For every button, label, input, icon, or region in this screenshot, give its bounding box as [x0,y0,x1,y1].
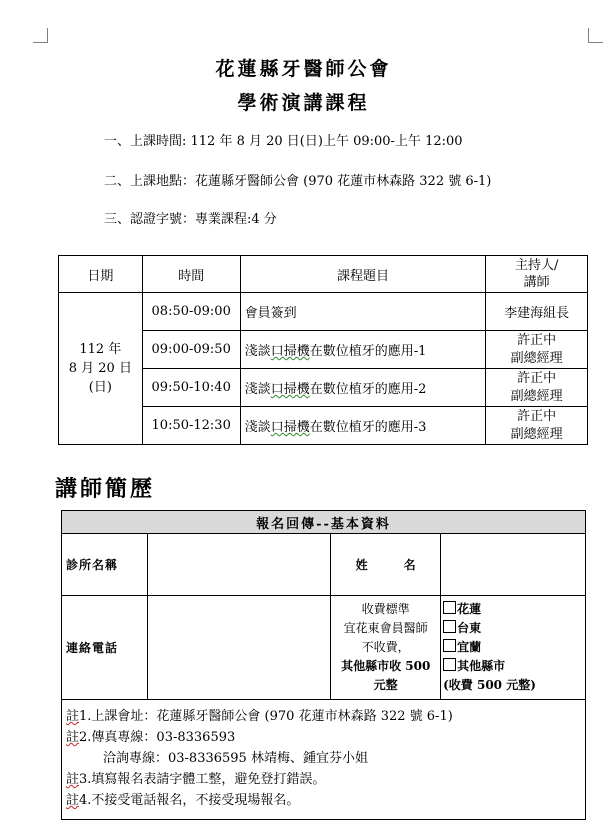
host-cell [486,369,588,407]
note-mark: 註 [66,793,80,808]
checkbox-icon[interactable] [443,639,456,652]
topic-spellcheck: 口掃機 [270,420,310,435]
topic-cell [240,407,486,445]
checkbox-icon[interactable] [443,620,456,633]
form-title: 報名回傳--基本資料 [62,511,586,534]
page-corner-mark-top-right [588,28,603,43]
note-1 [66,706,581,727]
time-cell: 09:00-09:50 [142,331,240,369]
topic-post: 在數位植牙的應用-2 [309,382,427,397]
fee-line1: 收費標準 [361,602,410,616]
county-options [441,596,586,700]
topic-pre: 淺談 [244,382,271,397]
fee-standard [331,596,441,700]
schedule-header-row [59,256,588,293]
col-host-line1: 主持人/ [514,258,559,273]
option-other[interactable] [443,657,583,676]
host-name: 許正中 [517,408,557,424]
option-yilan[interactable] [443,638,583,657]
topic-post: 在數位植牙的應用-3 [309,420,427,435]
note-text: 1.上課會址：花蓮縣牙醫師公會 (970 花蓮市林森路 322 號 6-1) [79,709,453,724]
host-title: 副總經理 [510,426,563,442]
note-mark: 註 [66,709,80,724]
topic-cell [240,331,486,369]
time-cell: 08:50-09:00 [142,293,240,331]
note-mark: 註 [66,730,80,745]
date-line1: 112 年 [79,342,122,357]
registration-form [61,510,586,820]
clinic-label: 診所名稱 [62,534,148,596]
date-line2: 8 月 20 日 [68,361,132,376]
name-label: 姓 名 [331,534,441,596]
notes-cell [62,700,586,820]
note-4 [66,790,581,811]
note-text: 3.填寫報名表請字體工整，避免登打錯誤。 [79,772,326,787]
note-text: 4.不接受電話報名，不接受現場報名。 [79,793,300,808]
host-cell [486,331,588,369]
option-label: 花蓮 [457,602,482,616]
topic-cell [240,369,486,407]
note-3 [66,769,581,790]
name-input[interactable] [441,534,586,596]
time-cell: 10:50-12:30 [142,407,240,445]
date-cell [59,293,143,445]
fee-line5: 元整 [373,678,398,692]
host-title: 副總經理 [510,350,563,366]
col-time: 時間 [142,256,240,293]
clinic-input[interactable] [147,534,330,596]
option-label: 宜蘭 [457,640,482,654]
host-name: 許正中 [517,332,557,348]
option-fee-note: (收費 500 元整) [443,678,536,692]
doc-title: 花蓮縣牙醫師公會 [215,58,392,80]
info-time: 一、上課時間: 112 年 8 月 20 日(日)上午 09:00-上午 12:00 [104,134,463,149]
topic-spellcheck: 口掃機 [270,344,310,359]
host-name: 許正中 [517,370,557,386]
option-label: 台東 [457,621,482,635]
section-heading: 講師簡歷 [55,476,156,502]
phone-label: 連絡電話 [62,596,148,700]
fee-line2: 宜花東會員醫師 [343,621,428,635]
host-cell: 李建海組長 [486,293,588,331]
topic-spellcheck: 口掃機 [270,382,310,397]
host-cell [486,407,588,445]
note-text: 2.傳真專線：03-8336593 [79,730,236,745]
col-host [486,256,588,293]
info-credit: 三、認證字號：專業課程:4 分 [104,212,277,227]
fee-line4: 其他縣市收 500 [341,659,431,673]
note-2 [66,727,581,748]
doc-subtitle: 學術演講課程 [237,92,370,114]
checkbox-icon[interactable] [443,601,456,614]
schedule-table [58,255,588,445]
phone-input[interactable] [147,596,330,700]
col-host-line2: 講師 [523,275,550,290]
page-corner-mark-top-left [33,28,48,43]
host-title: 副總經理 [510,388,563,404]
topic-pre: 淺談 [244,344,271,359]
topic-pre: 淺談 [244,420,271,435]
option-label: 其他縣市 [457,659,506,673]
col-date: 日期 [59,256,143,293]
note-mark: 註 [66,772,80,787]
checkbox-icon[interactable] [443,658,456,671]
note-2-contact: 洽詢專線：03-8336595 林靖梅、鍾宜芬小姐 [103,751,368,766]
option-hualien[interactable] [443,600,583,619]
info-location: 二、上課地點：花蓮縣牙醫師公會 (970 花蓮市林森路 322 號 6-1) [104,174,492,189]
option-taitung[interactable] [443,619,583,638]
topic-post: 在數位植牙的應用-1 [309,344,427,359]
topic-cell: 會員簽到 [240,293,486,331]
col-topic: 課程題目 [240,256,486,293]
date-line3: (日) [88,380,112,395]
time-cell: 09:50-10:40 [142,369,240,407]
table-row [59,293,588,331]
fee-line3: 不收費， [361,640,410,654]
